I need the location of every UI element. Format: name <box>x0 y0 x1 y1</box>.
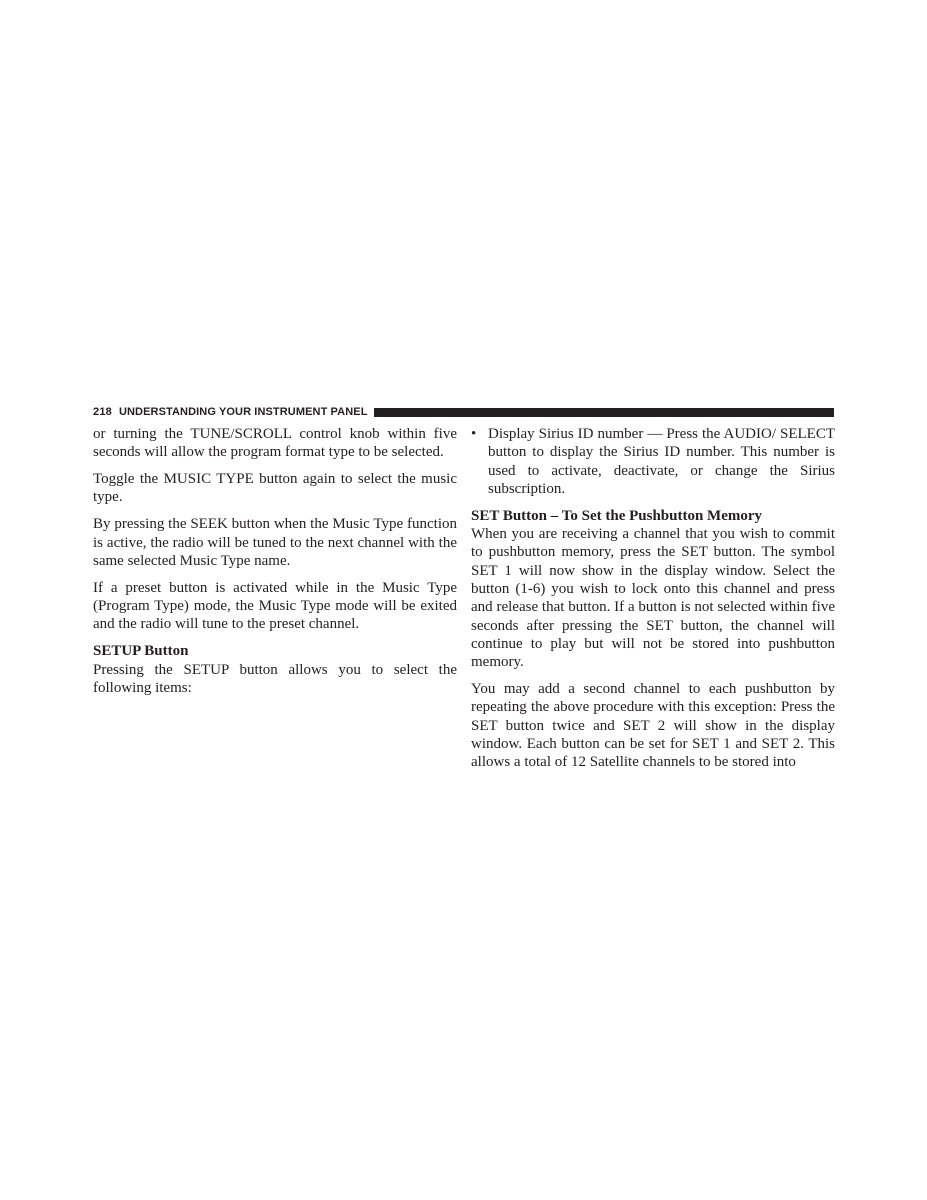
bullet-icon: • <box>471 426 477 442</box>
paragraph-music-type-toggle: Toggle the MUSIC TYPE button again to select the music type. <box>93 471 457 506</box>
paragraph-preset-button: If a preset button is activated while in the Music Type (Program Type) mode, the Music Type mode will be exited and the radio will tune to the preset channel. <box>93 579 457 633</box>
left-column <box>93 425 457 697</box>
paragraph-second-channel: You may add a second channel to each pushbutton by repeating the above procedure with this exception: Press the SET button twice and SET 2 will show in the display window. Each button can be set for SET 1 and SET 2. This allows a total of 12 Satellite channels to be stored into <box>471 681 835 771</box>
section-title: UNDERSTANDING YOUR INSTRUMENT PANEL <box>118 406 368 418</box>
paragraph-tune-scroll: or turning the TUNE/SCROLL control knob within five seconds will allow the program format type to be selected. <box>93 426 457 461</box>
bullet-text-sirius-id: Display Sirius ID number — Press the AUDIO/ SELECT button to display the Sirius ID number. This number is used to activate, deactivate, or change the Sirius subscription. <box>488 426 835 497</box>
paragraph-seek-button: By pressing the SEEK button when the Music Type function is active, the radio will be tuned to the next channel with the same selected Music Type name. <box>93 516 457 569</box>
setup-button-heading: SETUP Button <box>93 643 189 660</box>
set-button-heading: SET Button – To Set the Pushbutton Memory <box>471 507 763 524</box>
bullet-item-sirius-id <box>471 425 835 498</box>
paragraph-set-button: When you are receiving a channel that you wish to commit to pushbutton memory, press the SET button. The symbol SET 1 will now show in the display window. Select the button (1-6) you wish to lock onto this channel and press and release that button. If a button is not selected within five seconds after pressing the SET button, the channel will continue to play but will not be stored into pushbutton memory. <box>471 526 835 671</box>
paragraph-setup-button: Pressing the SETUP button allows you to select the following items: <box>93 661 457 696</box>
header-rule <box>374 408 834 417</box>
right-column <box>471 425 835 772</box>
page-header <box>93 405 834 419</box>
page-number: 218 <box>93 406 112 418</box>
